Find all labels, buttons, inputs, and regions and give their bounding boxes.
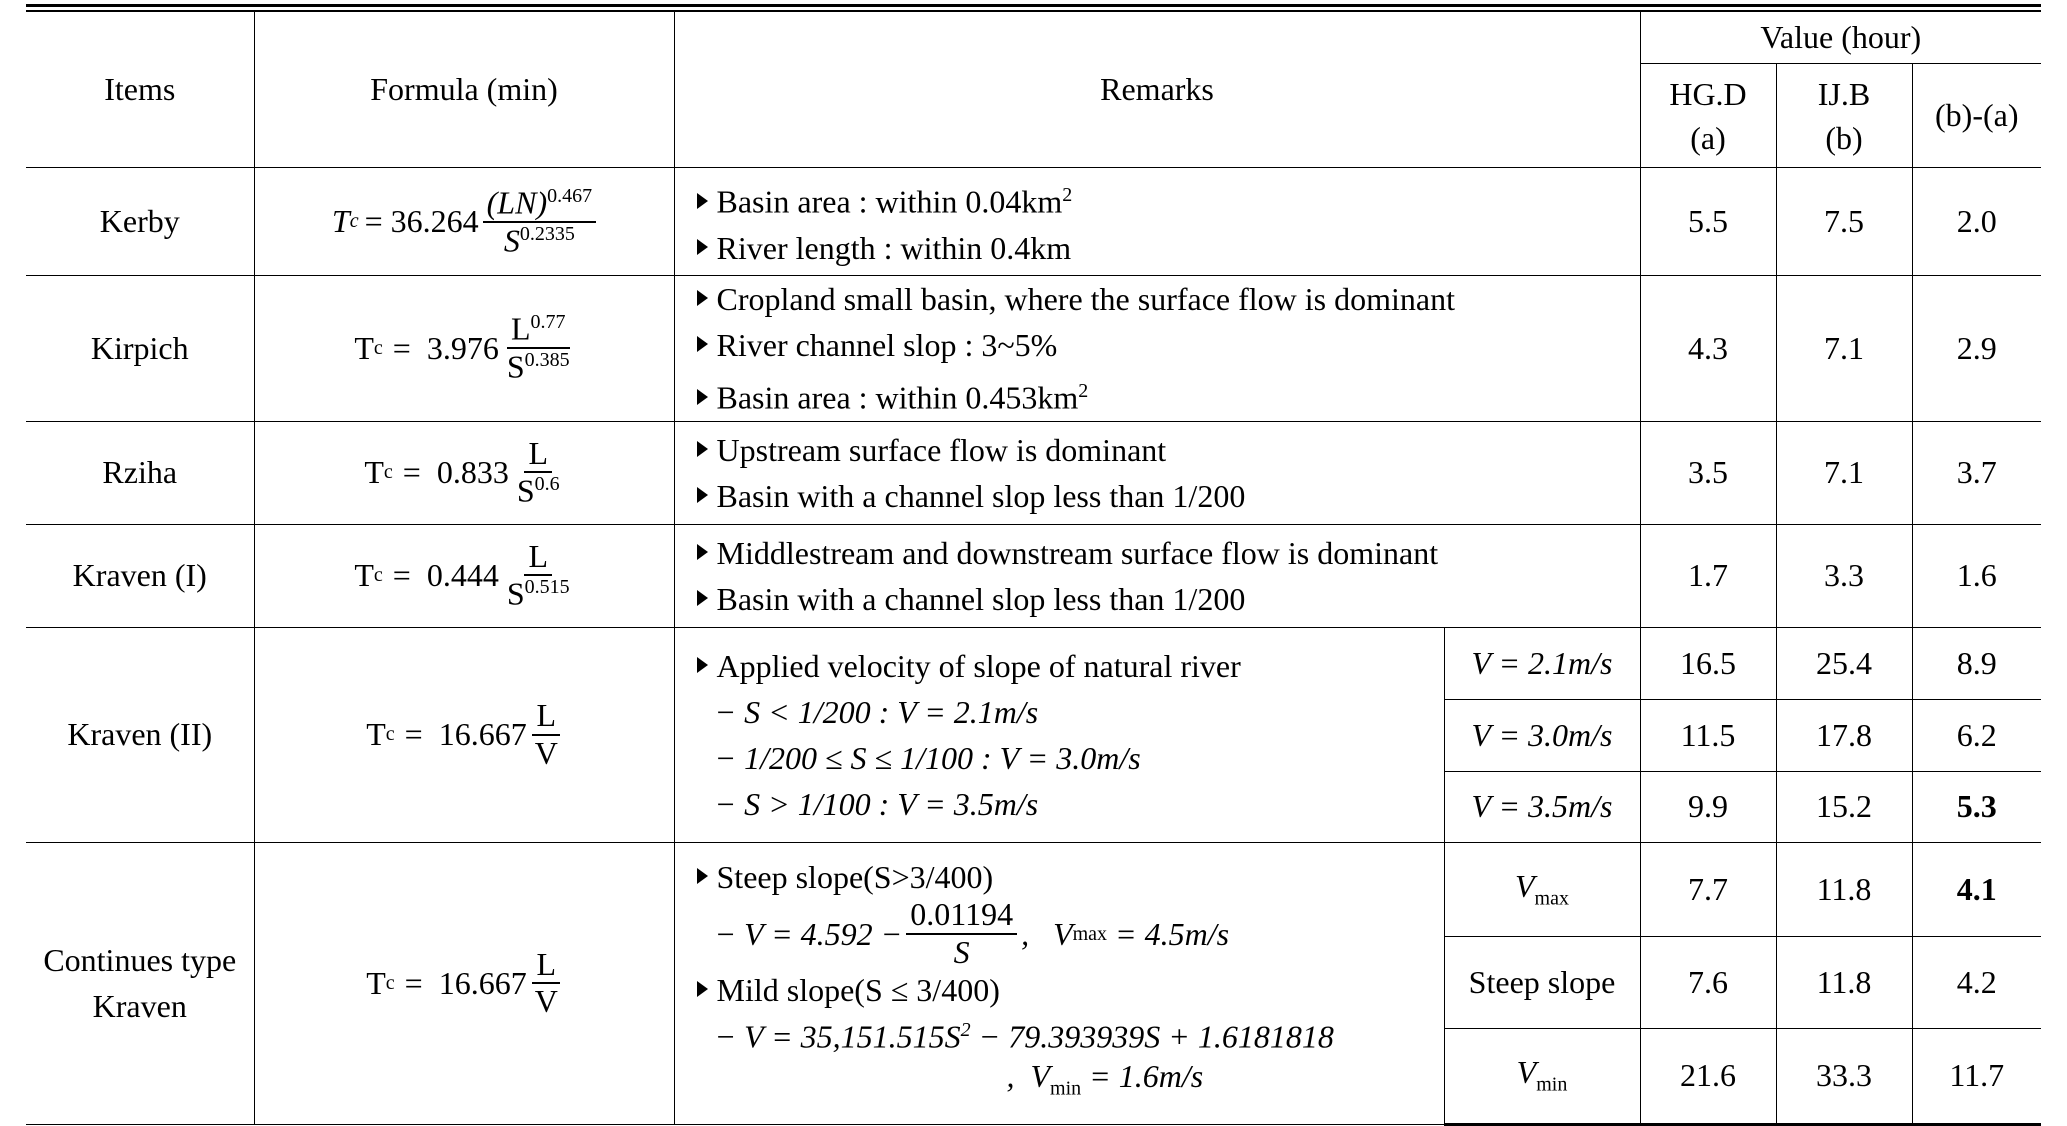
velocity-sub: min	[1536, 1073, 1568, 1096]
value-a: 1.7	[1640, 524, 1776, 627]
remark-subline	[697, 897, 1444, 969]
formula-den: S	[503, 222, 520, 259]
bullet-triangle-icon	[697, 544, 708, 560]
value-a: 4.3	[1640, 276, 1776, 422]
formula-fraction	[531, 947, 562, 1019]
value-a: 7.7	[1640, 842, 1776, 936]
value-diff: 3.7	[1912, 421, 2041, 524]
value-diff: 2.9	[1912, 276, 2041, 422]
remark-subline: − 1/200 ≤ S ≤ 1/100 : V = 3.0m/s	[714, 739, 1141, 776]
formula-num: L	[536, 945, 557, 982]
bullet-triangle-icon	[697, 290, 708, 306]
row-kraven-2-a	[26, 627, 2041, 699]
item-kerby: Kerby	[26, 168, 254, 276]
header-value: Value (hour)	[1640, 12, 2041, 64]
formula-den-sup: 0.385	[524, 349, 570, 372]
remarks-kraven-2	[674, 627, 1444, 842]
formula-den: S	[953, 933, 970, 970]
header-diff: (b)-(a)	[1912, 64, 2041, 168]
bullet-triangle-icon	[697, 239, 708, 255]
remark-line: Basin with a channel slop less than 1/200	[716, 477, 1246, 514]
top-rule	[26, 4, 2041, 7]
remarks-kirpich	[674, 276, 1640, 422]
value-a: 7.6	[1640, 936, 1776, 1028]
bullet-triangle-icon	[697, 981, 708, 997]
table-wrapper	[26, 0, 2041, 1126]
velocity-label: V = 3.0m/s	[1444, 699, 1640, 771]
formula-lhs-sub: c	[373, 336, 383, 359]
value-diff: 11.7	[1912, 1028, 2041, 1124]
value-b: 17.8	[1776, 699, 1912, 771]
remarks-kerby	[674, 168, 1640, 276]
remark-line: Basin with a channel slop less than 1/200	[716, 580, 1246, 617]
bullet-triangle-icon	[697, 441, 708, 457]
value-b: 15.2	[1776, 771, 1912, 842]
formula-part: , V	[1021, 915, 1073, 952]
formula-num-sup: 0.467	[547, 184, 593, 207]
formula-lhs-sub: c	[385, 971, 395, 994]
remarks-rziha	[674, 421, 1640, 524]
formula-num: 0.01194	[906, 897, 1017, 934]
row-kraven-1	[26, 524, 2041, 627]
row-kerby	[26, 168, 2041, 276]
formula-lhs-sub: c	[373, 564, 383, 587]
formula-continues	[254, 842, 674, 1124]
remark-line: Basin area : within 0.04km	[716, 183, 1063, 220]
remark-subline: − S < 1/200 : V = 2.1m/s	[714, 693, 1039, 730]
formula-part: − V = 35,151.515S	[714, 1018, 961, 1055]
value-diff: 1.6	[1912, 524, 2041, 627]
formula-den: V	[534, 734, 558, 771]
formula-rziha	[254, 421, 674, 524]
value-a: 11.5	[1640, 699, 1776, 771]
header-hgd	[1640, 64, 1776, 168]
formula-part: , V	[1006, 1058, 1051, 1095]
remark-line: Basin area : within 0.453km	[716, 379, 1079, 416]
item-kirpich: Kirpich	[26, 276, 254, 422]
formula-lhs: T	[331, 203, 350, 239]
value-b: 33.3	[1776, 1028, 1912, 1124]
header-ijb-sub: (b)	[1825, 119, 1863, 156]
velocity-label	[1444, 1028, 1640, 1124]
formula-kraven-2	[254, 627, 674, 842]
formula-coef: = 36.264	[364, 203, 479, 239]
formula-sup: 2	[960, 1018, 971, 1041]
velocity-label: V = 3.5m/s	[1444, 771, 1640, 842]
formula-den-sup: 0.515	[524, 576, 570, 599]
formula-num: L	[510, 311, 531, 348]
bullet-triangle-icon	[697, 590, 708, 606]
item-continues	[26, 842, 254, 1124]
velocity-label	[1444, 842, 1640, 936]
remark-subline: − S > 1/100 : V = 3.5m/s	[714, 785, 1039, 822]
header-hgd-label: HG.D	[1669, 75, 1747, 112]
value-diff: 8.9	[1912, 627, 2041, 699]
value-a: 3.5	[1640, 421, 1776, 524]
header-items: Items	[26, 12, 254, 168]
formula-coef: = 0.833	[402, 454, 509, 491]
formula-part: = 4.5m/s	[1107, 915, 1230, 952]
formula-lhs: T	[366, 964, 386, 1001]
remark-sup: 2	[1078, 380, 1089, 402]
formula-den: S	[516, 472, 535, 509]
formula-lhs: T	[366, 716, 386, 753]
formula-kraven-1	[254, 524, 674, 627]
formula-sub: min	[1050, 1077, 1082, 1100]
formula-num: L	[536, 697, 557, 734]
bullet-triangle-icon	[697, 389, 708, 405]
formula-kerby	[254, 168, 674, 276]
bullet-triangle-icon	[697, 487, 708, 503]
header-ijb-label: IJ.B	[1817, 75, 1871, 112]
formula-fraction	[503, 311, 574, 385]
velocity-label: Steep slope	[1444, 936, 1640, 1028]
formula-num: L	[528, 538, 549, 575]
item-name-line: Kraven	[92, 988, 187, 1025]
remark-line: River channel slop : 3~5%	[716, 327, 1058, 363]
header-remarks: Remarks	[674, 12, 1640, 168]
value-diff: 2.0	[1912, 168, 2041, 276]
formula-den: S	[506, 575, 525, 612]
formula-den-sup: 0.6	[534, 473, 560, 496]
value-a: 21.6	[1640, 1028, 1776, 1124]
formula-coef: = 3.976	[392, 329, 499, 366]
velocity-label: V = 2.1m/s	[1444, 627, 1640, 699]
remark-sup: 2	[1062, 184, 1073, 207]
remarks-continues	[674, 842, 1444, 1124]
formula-lhs-sub: c	[383, 461, 393, 484]
formula-lhs-sub: c	[385, 723, 395, 746]
remark-line: Steep slope(S>3/400)	[716, 859, 994, 896]
formula-coef: = 16.667	[404, 716, 527, 753]
remark-line: Middlestream and downstream surface flow is dominant	[716, 534, 1439, 571]
value-b: 3.3	[1776, 524, 1912, 627]
bullet-triangle-icon	[697, 193, 708, 209]
value-b: 7.5	[1776, 168, 1912, 276]
value-diff: 4.2	[1912, 936, 2041, 1028]
header-formula: Formula (min)	[254, 12, 674, 168]
value-b: 11.8	[1776, 936, 1912, 1028]
remark-line: Upstream surface flow is dominant	[716, 431, 1167, 468]
formula-num-sup: 0.77	[530, 311, 566, 334]
remarks-kraven-1	[674, 524, 1640, 627]
formula-den-sup: 0.2335	[519, 222, 575, 245]
formula-part: − 79.393939S + 1.6181818	[970, 1018, 1334, 1055]
formula-fraction	[483, 185, 596, 259]
row-kirpich	[26, 276, 2041, 422]
value-diff: 4.1	[1912, 842, 2041, 936]
value-a: 5.5	[1640, 168, 1776, 276]
formula-fraction	[503, 539, 574, 612]
remark-line: Cropland small basin, where the surface flow is dominant	[716, 281, 1455, 317]
item-kraven-2: Kraven (II)	[26, 627, 254, 842]
value-diff: 6.2	[1912, 699, 2041, 771]
formula-lhs: T	[354, 557, 374, 594]
item-name-line: Continues type	[43, 942, 237, 979]
value-b: 7.1	[1776, 421, 1912, 524]
value-b: 25.4	[1776, 627, 1912, 699]
formula-kirpich	[254, 276, 674, 422]
header-row-1	[26, 12, 2041, 64]
formula-num: L	[528, 435, 549, 472]
formula-den: S	[506, 348, 525, 385]
formula-sub: max	[1072, 922, 1108, 945]
bullet-triangle-icon	[697, 868, 708, 884]
header-hgd-sub: (a)	[1690, 119, 1726, 156]
remark-line: Mild slope(S ≤ 3/400)	[716, 971, 1000, 1008]
bullet-triangle-icon	[697, 336, 708, 352]
formula-fraction	[531, 698, 562, 770]
header-ijb	[1776, 64, 1912, 168]
formula-lhs: T	[364, 454, 384, 491]
formula-part: − V = 4.592 −	[714, 915, 903, 952]
formula-fraction	[906, 897, 1017, 969]
value-a: 16.5	[1640, 627, 1776, 699]
remark-line: Applied velocity of slope of natural river	[716, 647, 1241, 684]
formula-num: (LN)	[486, 184, 548, 221]
item-kraven-1: Kraven (I)	[26, 524, 254, 627]
row-continues-a	[26, 842, 2041, 936]
formula-fraction	[513, 436, 564, 509]
item-rziha: Rziha	[26, 421, 254, 524]
value-diff: 5.3	[1912, 771, 2041, 842]
remark-line: River length : within 0.4km	[716, 229, 1072, 266]
velocity-sub: max	[1534, 887, 1569, 910]
value-b: 7.1	[1776, 276, 1912, 422]
bullet-triangle-icon	[697, 657, 708, 673]
velocity-symbol: V	[1516, 1054, 1537, 1091]
velocity-symbol: V	[1515, 867, 1535, 904]
formula-den: V	[534, 983, 558, 1020]
formula-lhs: T	[354, 329, 374, 366]
formula-lhs-sub: c	[349, 210, 359, 232]
formula-coef: = 0.444	[392, 557, 499, 594]
remark-subline	[697, 1010, 1444, 1057]
formula-coef: = 16.667	[404, 964, 527, 1001]
tc-formula-table	[26, 11, 2041, 1126]
remark-subline	[697, 1056, 1444, 1108]
value-b: 11.8	[1776, 842, 1912, 936]
formula-part: = 1.6m/s	[1081, 1058, 1204, 1095]
row-rziha	[26, 421, 2041, 524]
value-a: 9.9	[1640, 771, 1776, 842]
